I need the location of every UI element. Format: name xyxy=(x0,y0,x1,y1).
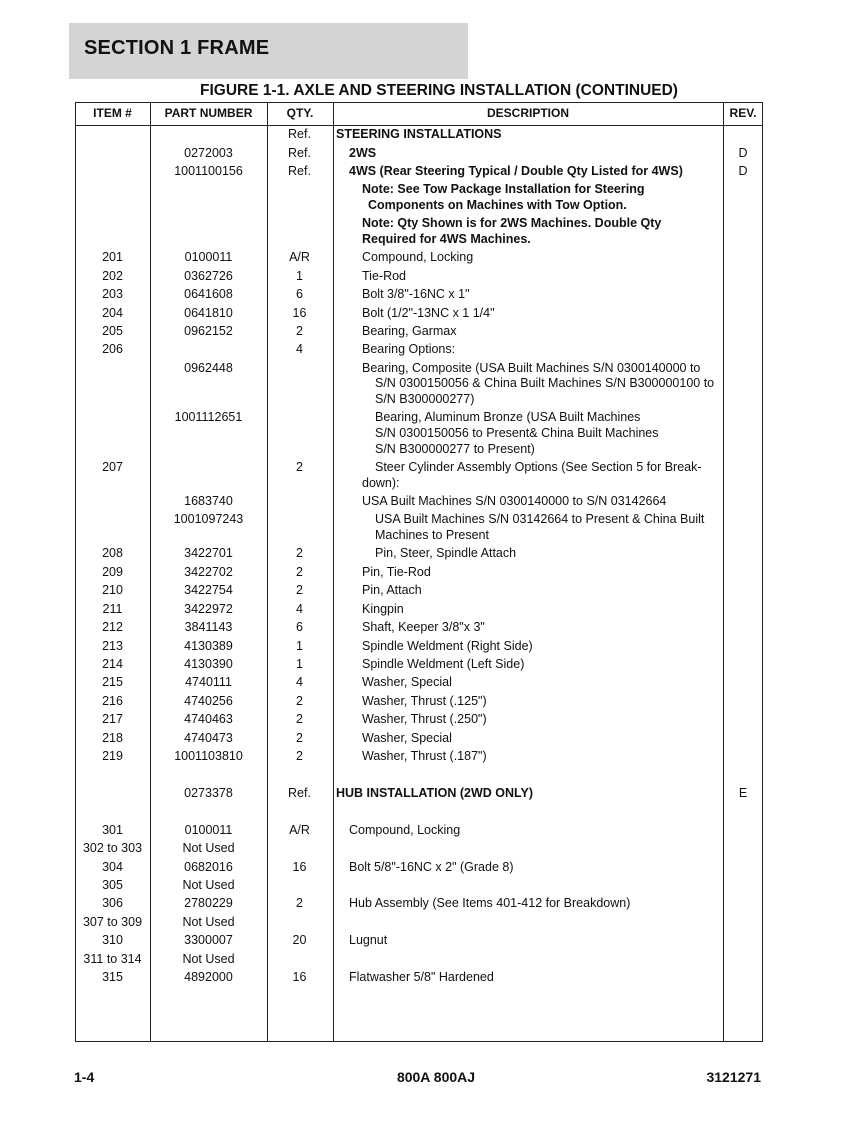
qty-cell: 6 xyxy=(296,620,303,634)
part-number-cell: 1001103810 xyxy=(174,749,243,763)
item-cell: 205 xyxy=(102,324,123,338)
item-cell: 310 xyxy=(102,933,123,947)
item-cell: 209 xyxy=(102,565,123,579)
part-number-cell: 0962448 xyxy=(184,361,233,375)
header-rev: REV. xyxy=(729,106,757,120)
item-cell: 216 xyxy=(102,694,123,708)
item-cell: 211 xyxy=(102,602,123,616)
description-cell: Bearing Options: xyxy=(362,342,456,356)
footer-model: 800A 800AJ xyxy=(396,1069,476,1085)
part-number-cell: 0682016 xyxy=(184,860,233,874)
qty-cell: 20 xyxy=(292,933,307,947)
description-cell: Flatwasher 5/8" Hardened xyxy=(349,970,494,984)
qty-cell: 2 xyxy=(296,546,303,560)
qty-cell: A/R xyxy=(289,823,310,837)
description-cell: S/N 0300150056 & China Built Machines S/N B300000100 to xyxy=(375,376,715,390)
item-cell: 212 xyxy=(102,620,123,634)
description-cell: Washer, Special xyxy=(362,675,452,689)
qty-cell: Ref. xyxy=(288,786,311,800)
item-cell: 203 xyxy=(102,287,123,301)
description-cell: Washer, Thrust (.125") xyxy=(362,694,487,708)
item-cell: 311 to 314 xyxy=(83,952,142,966)
item-cell: 206 xyxy=(102,342,123,356)
qty-cell: 1 xyxy=(296,639,303,653)
qty-cell: 4 xyxy=(296,675,303,689)
item-cell: 301 xyxy=(102,823,123,837)
qty-cell: 2 xyxy=(296,896,303,910)
figure-title: FIGURE 1-1. AXLE AND STEERING INSTALLATION (CONTINUED) xyxy=(200,82,678,99)
item-cell: 315 xyxy=(102,970,123,984)
qty-cell: 2 xyxy=(296,694,303,708)
part-number-cell: 4740256 xyxy=(184,694,233,708)
description-cell: Bearing, Composite (USA Built Machines S/N 0300140000 to xyxy=(362,361,701,375)
qty-cell: 2 xyxy=(296,565,303,579)
description-cell: Shaft, Keeper 3/8"x 3" xyxy=(362,620,485,634)
qty-cell: 1 xyxy=(296,269,303,283)
description-cell: 4WS (Rear Steering Typical / Double Qty Listed for 4WS) xyxy=(349,164,683,178)
part-number-cell: 3422754 xyxy=(184,583,233,597)
part-number-cell: Not Used xyxy=(182,915,235,929)
description-cell: Compound, Locking xyxy=(349,823,461,837)
column-divider xyxy=(333,102,334,1042)
part-number-cell: 4740111 xyxy=(185,675,232,689)
description-cell: S/N B300000277) xyxy=(375,392,475,406)
part-number-cell: 0272003 xyxy=(184,146,233,160)
qty-cell: 2 xyxy=(296,731,303,745)
description-cell: Bearing, Aluminum Bronze (USA Built Machines xyxy=(375,410,641,424)
item-cell: 214 xyxy=(102,657,123,671)
qty-cell: A/R xyxy=(289,250,310,264)
rev-cell: D xyxy=(738,146,748,160)
part-number-cell: Not Used xyxy=(182,878,235,892)
description-cell: USA Built Machines S/N 03142664 to Present & China Built xyxy=(375,512,705,526)
qty-cell: Ref. xyxy=(288,146,311,160)
description-cell: Hub Assembly (See Items 401-412 for Breakdown) xyxy=(349,896,631,910)
part-number-cell: 4740463 xyxy=(184,712,233,726)
part-number-cell: 0641608 xyxy=(184,287,233,301)
rev-cell: D xyxy=(738,164,748,178)
item-cell: 302 to 303 xyxy=(82,841,143,855)
part-number-cell: 1683740 xyxy=(184,494,233,508)
part-number-cell: 1001100156 xyxy=(174,164,243,178)
description-cell: Lugnut xyxy=(349,933,388,947)
description-cell: Tie-Rod xyxy=(362,269,406,283)
part-number-cell: Not Used xyxy=(182,841,235,855)
part-number-cell: 3841143 xyxy=(184,620,233,634)
item-cell: 305 xyxy=(102,878,123,892)
qty-cell: Ref. xyxy=(288,164,311,178)
qty-cell: 2 xyxy=(296,583,303,597)
rev-cell: E xyxy=(738,786,748,800)
item-cell: 201 xyxy=(102,250,123,264)
description-cell: Pin, Tie-Rod xyxy=(362,565,431,579)
qty-cell: 16 xyxy=(292,970,307,984)
description-cell: down): xyxy=(362,476,400,490)
part-number-cell: 3300007 xyxy=(184,933,233,947)
qty-cell: 2 xyxy=(296,712,303,726)
part-number-cell: 0273378 xyxy=(184,786,233,800)
part-number-cell: 4130390 xyxy=(184,657,233,671)
qty-cell: 1 xyxy=(296,657,303,671)
description-cell: 2WS xyxy=(349,146,377,160)
item-cell: 219 xyxy=(102,749,123,763)
qty-cell: 2 xyxy=(296,460,303,474)
item-cell: 306 xyxy=(102,896,123,910)
item-cell: 218 xyxy=(102,731,123,745)
part-number-cell: 3422972 xyxy=(184,602,233,616)
description-cell: Note: See Tow Package Installation for Steering xyxy=(362,182,645,196)
description-cell: STEERING INSTALLATIONS xyxy=(336,127,502,141)
part-number-cell: Not Used xyxy=(182,952,235,966)
description-cell: Required for 4WS Machines. xyxy=(362,232,531,246)
part-number-cell: 0962152 xyxy=(184,324,233,338)
qty-cell: 2 xyxy=(296,324,303,338)
description-cell: Components on Machines with Tow Option. xyxy=(368,198,627,212)
part-number-cell: 1001097243 xyxy=(173,512,244,526)
description-cell: Spindle Weldment (Right Side) xyxy=(362,639,533,653)
description-cell: Compound, Locking xyxy=(362,250,474,264)
description-cell: Washer, Thrust (.187") xyxy=(362,749,487,763)
item-cell: 307 to 309 xyxy=(82,915,143,929)
description-cell: Washer, Special xyxy=(362,731,452,745)
description-cell: S/N B300000277 to Present) xyxy=(375,442,535,456)
qty-cell: 2 xyxy=(296,749,303,763)
description-cell: Bolt (1/2"-13NC x 1 1/4" xyxy=(362,306,495,320)
item-cell: 215 xyxy=(102,675,123,689)
description-cell: HUB INSTALLATION (2WD ONLY) xyxy=(336,786,533,800)
item-cell: 217 xyxy=(102,712,123,726)
footer-page-number: 1-4 xyxy=(74,1069,95,1085)
qty-cell: 16 xyxy=(292,860,307,874)
item-cell: 210 xyxy=(102,583,123,597)
item-cell: 204 xyxy=(102,306,123,320)
description-cell: Bolt 5/8"-16NC x 2" (Grade 8) xyxy=(349,860,514,874)
description-cell: S/N 0300150056 to Present& China Built Machines xyxy=(375,426,659,440)
qty-cell: 4 xyxy=(296,602,303,616)
description-cell: USA Built Machines S/N 0300140000 to S/N 03142664 xyxy=(362,494,667,508)
part-number-cell: 4130389 xyxy=(184,639,233,653)
item-cell: 208 xyxy=(102,546,123,560)
qty-cell: Ref. xyxy=(288,127,311,141)
description-cell: Bearing, Garmax xyxy=(362,324,457,338)
item-cell: 207 xyxy=(102,460,123,474)
description-cell: Machines to Present xyxy=(375,528,489,542)
description-cell: Washer, Thrust (.250") xyxy=(362,712,487,726)
section-title: SECTION 1 FRAME xyxy=(84,37,270,59)
description-cell: Spindle Weldment (Left Side) xyxy=(362,657,525,671)
part-number-cell: 0641810 xyxy=(184,306,233,320)
part-number-cell: 2780229 xyxy=(184,896,233,910)
description-cell: Kingpin xyxy=(362,602,404,616)
column-divider xyxy=(723,102,724,1042)
header-qty: QTY. xyxy=(286,106,314,120)
part-number-cell: 3422702 xyxy=(184,565,233,579)
part-number-cell: 0100011 xyxy=(184,823,233,837)
header-description: DESCRIPTION xyxy=(486,106,569,120)
item-cell: 202 xyxy=(102,269,123,283)
header-divider xyxy=(75,125,763,126)
item-cell: 213 xyxy=(102,639,123,653)
part-number-cell: 4892000 xyxy=(184,970,233,984)
part-number-cell: 3422701 xyxy=(184,546,233,560)
part-number-cell: 0100011 xyxy=(184,250,233,264)
qty-cell: 4 xyxy=(296,342,303,356)
description-cell: Steer Cylinder Assembly Options (See Section 5 for Break- xyxy=(375,460,702,474)
description-cell: Pin, Attach xyxy=(362,583,422,597)
part-number-cell: 4740473 xyxy=(184,731,233,745)
part-number-cell: 1001112651 xyxy=(174,410,243,424)
description-cell: Pin, Steer, Spindle Attach xyxy=(375,546,517,560)
header-part-number: PART NUMBER xyxy=(164,106,253,120)
footer-doc-number: 3121271 xyxy=(706,1069,761,1085)
header-item: ITEM # xyxy=(93,106,132,120)
item-cell: 304 xyxy=(102,860,123,874)
qty-cell: 16 xyxy=(292,306,307,320)
description-cell: Note: Qty Shown is for 2WS Machines. Double Qty xyxy=(362,216,662,230)
part-number-cell: 0362726 xyxy=(184,269,233,283)
qty-cell: 6 xyxy=(296,287,303,301)
description-cell: Bolt 3/8"-16NC x 1" xyxy=(362,287,470,301)
